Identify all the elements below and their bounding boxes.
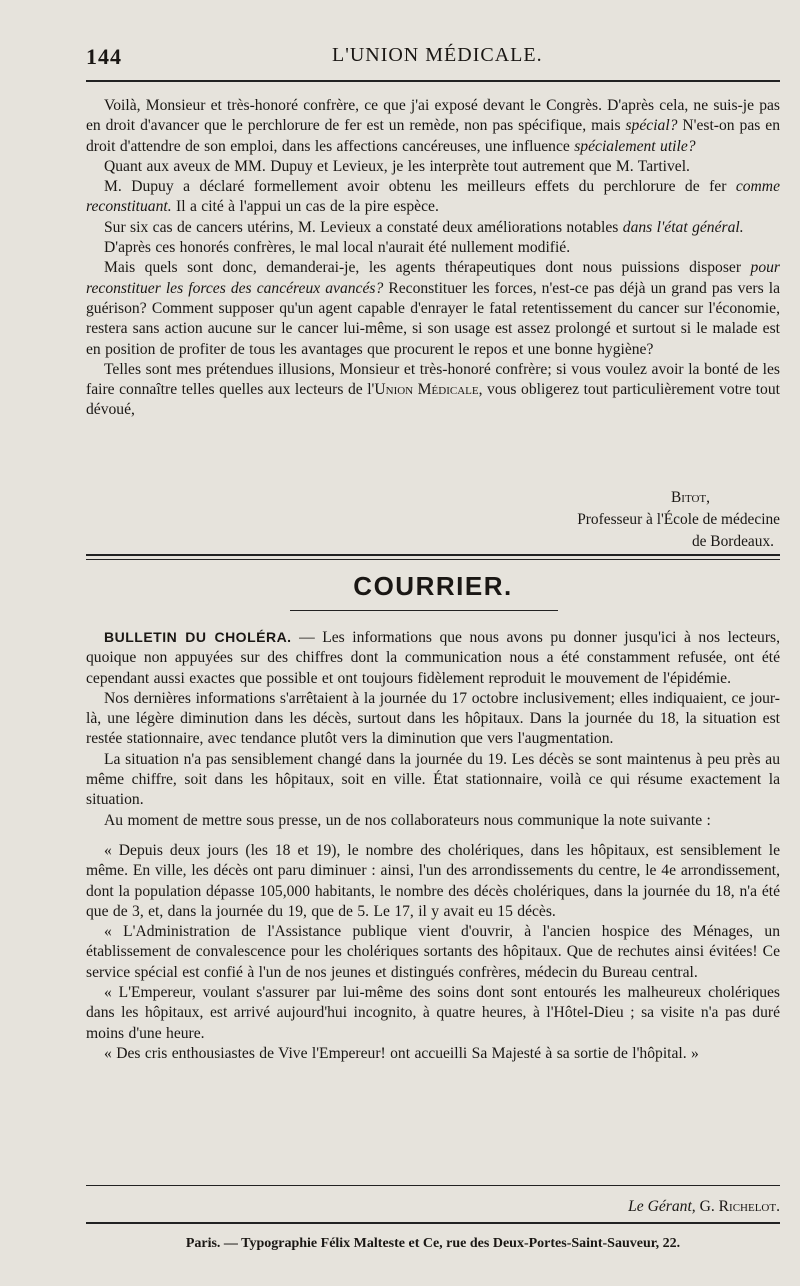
section-title: COURRIER. bbox=[353, 571, 513, 601]
letter-paragraph: Telles sont mes prétendues illusions, Monsieur et très-honoré confrère; si vous voulez avoir la bonté de les faire connaître telles quelles aux lecteurs de l'Union Médicale, vous obligerez tout particulièrement votre tout dévoué, bbox=[86, 360, 780, 419]
journal-title: L'UNION MÉDICALE. bbox=[332, 44, 543, 66]
signature-title: Professeur à l'École de médecine bbox=[577, 511, 780, 528]
title-underline bbox=[290, 610, 558, 611]
bulletin-paragraph: BULLETIN DU CHOLÉRA. — Les informations que nous avons pu donner jusqu'ici à nos lecteurs, quoique non appuyées sur des chiffres dont la communication nous a été constamment refusée, ont été cependant aussi exactes que possible et ont toujours fidèlement reproduit le mouvement de l'épidémie. bbox=[86, 629, 780, 687]
letter-paragraph: M. Dupuy a déclaré formellement avoir obtenu les meilleurs effets du perchlorure de fer comme reconstituant. Il a cité à l'appui un cas de la pire espèce. bbox=[86, 178, 780, 216]
signature-name: Bitot, bbox=[671, 489, 710, 506]
courrier-body bbox=[86, 627, 780, 1064]
quoted-note: « L'Administration de l'Assistance publique vient d'ouvrir, à l'ancien hospice des Ménages, un établissement de convalescence pour les cholériques sortants des hôpitaux. Que de rechutes ainsi évitées! Ce service spécial est confié à l'un de nos jeunes et distingués confrères, médecin du Bureau central. bbox=[86, 923, 780, 981]
bulletin-paragraph: Nos dernières informations s'arrêtaient à la journée du 17 octobre inclusivement; elles indiquaient, ce jour-là, une légère diminution dans les décès, surtout dans les hôpitaux. Dans la journée du 18, la situation est restée stationnaire, avec tendance plutôt vers la diminution que vers l'augmentation. bbox=[86, 689, 780, 748]
signature-block bbox=[86, 487, 780, 553]
letter-paragraph: Quant aux aveux de MM. Dupuy et Levieux, je les interprète tout autrement que M. Tartivel. bbox=[104, 157, 690, 175]
letter-paragraph: Mais quels sont donc, demanderai-je, les agents thérapeutiques dont nous puissions disposer pour reconstituer les forces des cancéreux avancés? Reconstituer les forces, n'est-ce pas déjà un grand pas vers la guérison? Comment supposer qu'un agent capable d'enrayer le fatal retentissement du cancer sur l'économie, restera sans action aucune sur le cancer lui-même, si son usage est assez prolongé et surtout si le malade est en position de profiter de tous les avantages que procurent le repos et une bonne hygiène? bbox=[86, 259, 780, 358]
header-rule bbox=[86, 80, 780, 82]
letter-body bbox=[86, 96, 780, 421]
bulletin-label: BULLETIN DU CHOLÉRA. bbox=[104, 629, 292, 645]
gerant-name: G. Richelot. bbox=[699, 1198, 780, 1215]
quoted-note: « Depuis deux jours (les 18 et 19), le nombre des cholériques, dans les hôpitaux, est sensiblement le même. En ville, les décès ont paru diminuer : ainsi, l'un des arrondissements du centre, le 4e arrondissement, dont la population dépasse 105,000 habitants, le nombre des décès cholériques, dans la journée du 18, n'a été que de 3, et, dans la journée du 19, que de 5. Le 17, il y avait eu 15 décès. bbox=[86, 841, 780, 920]
letter-paragraph: Sur six cas de cancers utérins, M. Levieux a constaté deux améliorations notables dans l'état général. bbox=[104, 218, 744, 236]
quoted-note: « L'Empereur, voulant s'assurer par lui-même des soins dont sont entourés les malheureux cholériques dans les hôpitaux, est arrivé aujourd'hui incognito, à quatre heures, à l'Hôtel-Dieu ; sa visite n'a pas duré moins d'une heure. bbox=[86, 984, 780, 1042]
bulletin-paragraph: Au moment de mettre sous presse, un de nos collaborateurs nous communique la note suivante : bbox=[104, 811, 711, 829]
printer-imprint: Paris. — Typographie Félix Malteste et Ce, rue des Deux-Portes-Saint-Sauveur, 22. bbox=[185, 1236, 681, 1251]
section-rule bbox=[86, 554, 780, 556]
footer-rule bbox=[86, 1222, 780, 1224]
bulletin-paragraph: La situation n'a pas sensiblement changé dans la journée du 19. Les décès se sont maintenus à peu près au même chiffre, soit dans les hôpitaux, soit en ville. État stationnaire, voilà ce qui résume exactement la situation. bbox=[86, 750, 780, 809]
letter-paragraph: D'après ces honorés confrères, le mal local n'aurait été nullement modifié. bbox=[104, 239, 571, 257]
section-rule bbox=[86, 559, 780, 560]
letter-paragraph: Voilà, Monsieur et très-honoré confrère, ce que j'ai exposé devant le Congrès. D'après cela, ne suis-je pas en droit d'avancer que le perchlorure de fer est un remède, non pas spécifique, mais spécial? N'est-on pas en droit d'attendre de son emploi, dans les affections cancéreuses, une influence spécialement utile? bbox=[86, 97, 780, 155]
signature-place: de Bordeaux. bbox=[691, 533, 774, 550]
footer-rule bbox=[86, 1185, 780, 1186]
quoted-note: « Des cris enthousiastes de Vive l'Empereur! ont accueilli Sa Majesté à sa sortie de l'hôpital. » bbox=[104, 1044, 699, 1062]
gerant-label: Le Gérant, bbox=[628, 1198, 696, 1215]
page-number: 144 bbox=[86, 44, 122, 69]
gerant-line bbox=[86, 1198, 780, 1216]
page-header bbox=[86, 44, 780, 72]
